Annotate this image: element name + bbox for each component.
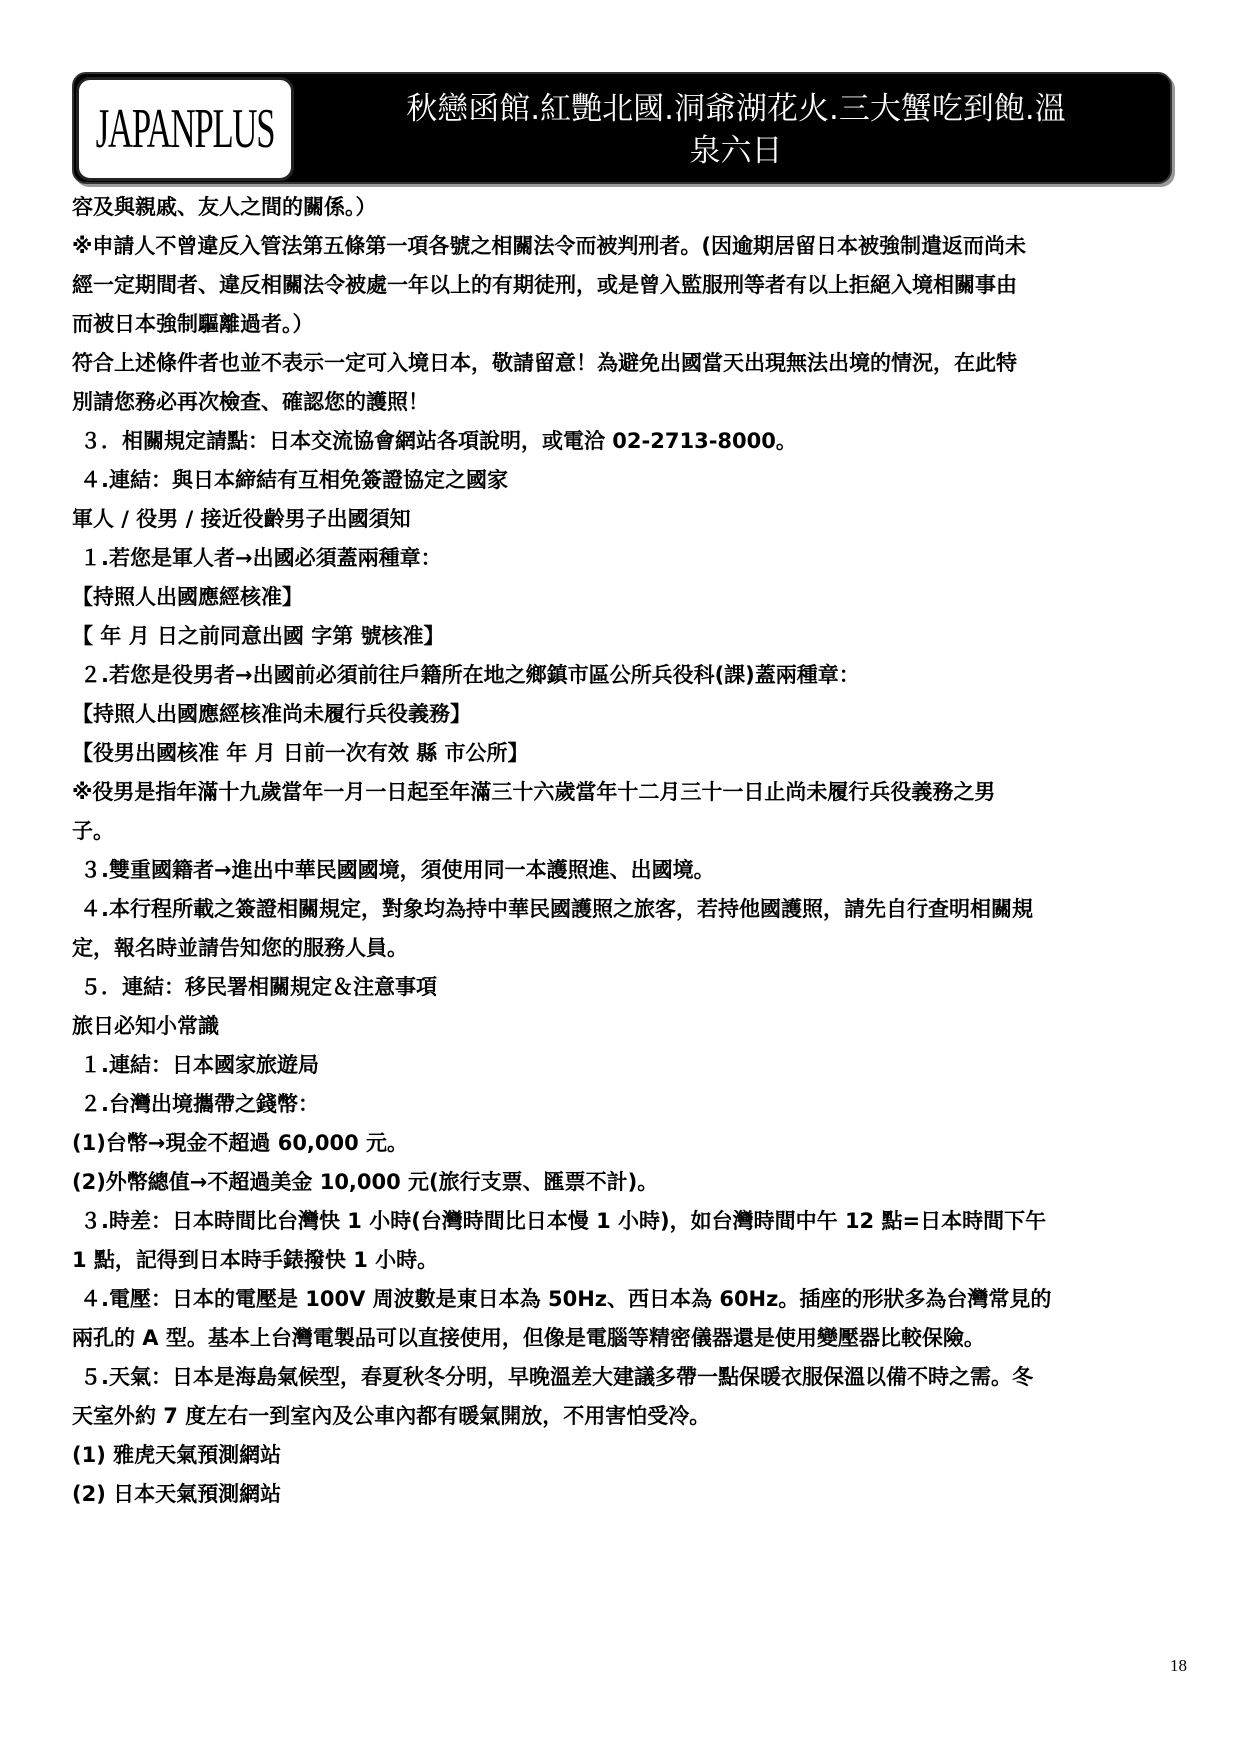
page-number: 18 <box>1170 1656 1187 1675</box>
text-line: 【持照人出國應經核准尚未履行兵役義務】 <box>72 702 471 726</box>
tour-title-line-1: 秋戀函館.紅艷北國.洞爺湖花火.三大蟹吃到飽.溫 <box>406 91 1066 127</box>
text-line: ３.雙重國籍者→進出中華民國國境，須使用同一本護照進、出國境。 <box>80 858 715 882</box>
document-body <box>72 188 1172 1514</box>
text-line: 【 年 月 日之前同意出國 字第 號核准】 <box>72 624 445 648</box>
text-line: 【役男出國核准 年 月 日前一次有效 縣 市公所】 <box>72 741 529 765</box>
text-line: ４.電壓：日本的電壓是 100V 周波數是東日本為 50Hz、西日本為 60Hz。插座的形狀多為台灣常見的 <box>80 1287 1052 1311</box>
link-line[interactable]: ３．相關規定請點：日本交流協會網站各項說明，或電洽 02-2713-8000。 <box>80 429 797 453</box>
link-line[interactable]: １.連結：日本國家旅遊局 <box>80 1053 319 1077</box>
text-line: １.若您是軍人者→出國必須蓋兩種章： <box>80 546 442 570</box>
text-line: (1)台幣→現金不超過 60,000 元。 <box>72 1131 409 1155</box>
link-line[interactable]: ５．連結：移民署相關規定＆注意事項 <box>80 975 437 999</box>
text-line: ２.若您是役男者→出國前必須前往戶籍所在地之鄉鎮市區公所兵役科(課)蓋兩種章： <box>80 663 860 687</box>
text-line: 1 點，記得到日本時手錶撥快 1 小時。 <box>72 1248 439 1272</box>
text-line: ４.本行程所載之簽證相關規定，對象均為持中華民國護照之旅客，若持他國護照，請先自行查明相關規 <box>80 897 1033 921</box>
text-line: 符合上述條件者也並不表示一定可入境日本，敬請留意！為避免出國當天出現無法出境的情況，在此特 <box>72 351 1017 375</box>
text-line: ５.天氣：日本是海島氣候型，春夏秋冬分明，早晚溫差大建議多帶一點保暖衣服保溫以備不時之需。冬 <box>80 1365 1033 1389</box>
brand-logo-text: JAPANPLUS <box>95 98 275 160</box>
text-line: 【持照人出國應經核准】 <box>72 585 303 609</box>
section-heading: 軍人 / 役男 / 接近役齡男子出國須知 <box>72 507 411 531</box>
tour-title-line-2: 泉六日 <box>689 133 783 169</box>
text-line: 容及與親戚、友人之間的關係。） <box>72 195 377 219</box>
text-line: ※申請人不曾違反入管法第五條第一項各號之相關法令而被判刑者。(因逾期居留日本被強制遣返而尚未 <box>72 234 1027 258</box>
text-line: 定，報名時並請告知您的服務人員。 <box>72 936 408 960</box>
document-header <box>72 72 1172 184</box>
brand-logo <box>76 77 294 181</box>
link-line[interactable]: (1) 雅虎天氣預測網站 <box>72 1443 282 1467</box>
text-line: (2)外幣總值→不超過美金 10,000 元(旅行支票、匯票不計)。 <box>72 1170 659 1194</box>
text-line: ２.台灣出境攜帶之錢幣： <box>80 1092 319 1116</box>
text-line: 別請您務必再次檢查、確認您的護照！ <box>72 390 429 414</box>
text-line: 子。 <box>72 819 114 843</box>
link-line[interactable]: (2) 日本天氣預測網站 <box>72 1482 282 1506</box>
tour-title <box>306 88 1166 172</box>
text-line: 天室外約 7 度左右一到室內及公車內都有暖氣開放，不用害怕受冷。 <box>72 1404 711 1428</box>
section-heading: 旅日必知小常識 <box>72 1014 219 1038</box>
text-line: 兩孔的 A 型。基本上台灣電製品可以直接使用，但像是電腦等精密儀器還是使用變壓器比較保險。 <box>72 1326 985 1350</box>
text-line: 經一定期間者、違反相關法令被處一年以上的有期徒刑，或是曾入監服刑等者有以上拒絕入境相關事由 <box>72 273 1017 297</box>
text-line: 而被日本強制驅離過者。） <box>72 312 314 336</box>
text-line: ※役男是指年滿十九歲當年一月一日起至年滿三十六歲當年十二月三十一日止尚未履行兵役義務之男 <box>72 780 996 804</box>
link-line[interactable]: ４.連結：與日本締結有互相免簽證協定之國家 <box>80 468 508 492</box>
text-line: ３.時差：日本時間比台灣快 1 小時(台灣時間比日本慢 1 小時)，如台灣時間中午 12 點=日本時間下午 <box>80 1209 1047 1233</box>
